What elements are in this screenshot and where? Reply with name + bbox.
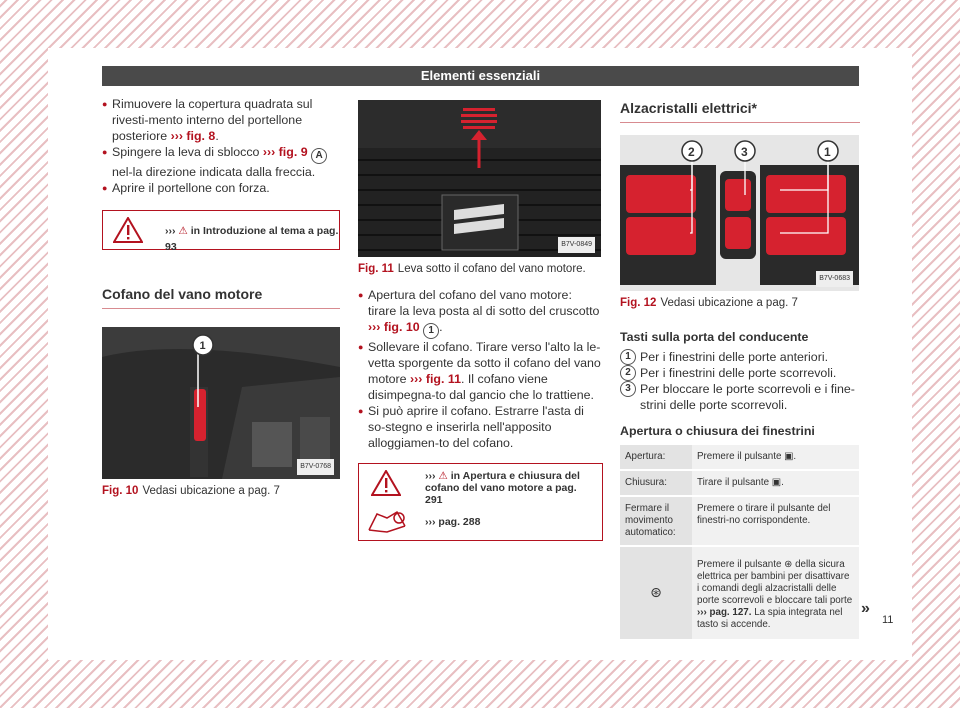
warning-ref-hood[interactable]: ››› ⚠ in Apertura e chiusura del cofano del vano motore a pag. 291 bbox=[425, 470, 580, 506]
fig10-image bbox=[102, 327, 340, 479]
table-title: Apertura o chiusura dei finestrini bbox=[620, 424, 815, 438]
ref-fig10-link[interactable]: ››› fig. 10 bbox=[368, 320, 420, 334]
chapter-header: Elementi essenziali bbox=[102, 66, 859, 86]
continue-arrow: » bbox=[861, 600, 870, 617]
child-lock-icon: ⊛ bbox=[784, 559, 793, 570]
fig10-caption: Fig. 10 Vedasi ubicazione a pag. 7 bbox=[102, 485, 280, 497]
fig12-illustration bbox=[620, 135, 859, 291]
ref-fig8-link[interactable]: ››› fig. 8 bbox=[170, 129, 216, 143]
section-title-windows: Alzacristalli elettrici* bbox=[620, 96, 860, 123]
driver-buttons-title: Tasti sulla porta del conducente bbox=[620, 330, 809, 344]
table-row: Fermare il movimento automatico: Premere o tirare il pulsante del finestri-no corrispondente. bbox=[620, 496, 859, 546]
bullet-open-tailgate: ● Aprire il portellone con forza. bbox=[102, 180, 340, 196]
fig11-image bbox=[358, 100, 601, 257]
page-number: 11 bbox=[882, 614, 894, 626]
window-button-icon: ▣ bbox=[784, 451, 794, 462]
fig11-illustration bbox=[358, 100, 601, 257]
fig12-caption: Fig. 12 Vedasi ubicazione a pag. 7 bbox=[620, 297, 798, 309]
ref-pag127-link[interactable]: ››› pag. 127. bbox=[697, 607, 752, 618]
fig10-callout: 1 bbox=[199, 340, 206, 352]
warning-box-hood bbox=[358, 463, 603, 541]
child-lock-icon: ⊛ bbox=[650, 583, 662, 600]
fig11-tag: B7V-0849 bbox=[558, 237, 595, 253]
list-item: 1 Per i finestrini delle porte anteriori. bbox=[620, 349, 860, 365]
bullet-push-lever: ● Spingere la leva di sblocco ››› fig. 9 A nel-la direzione indicata dalla freccia. bbox=[102, 144, 340, 180]
fig11-caption: Fig. 11 Leva sotto il cofano del vano motore. bbox=[358, 263, 586, 275]
fig12-image bbox=[620, 135, 859, 291]
list-item: 3 Per bloccare le porte scorrevoli e i fine-strini delle porte scorrevoli. bbox=[620, 381, 860, 413]
column-1 bbox=[102, 96, 340, 499]
warning-icon bbox=[371, 470, 401, 496]
list-item: 2 Per i finestrini delle porte scorrevoli. bbox=[620, 365, 860, 381]
ref-fig9-link[interactable]: ››› fig. 9 bbox=[262, 145, 308, 159]
window-operation-table bbox=[620, 445, 859, 641]
window-button-icon: ▣ bbox=[771, 477, 782, 488]
ref-fig11-link[interactable]: ››› fig. 11 bbox=[410, 372, 461, 386]
bullet-remove-cover: ● Rimuovere la copertura quadrata sul rivesti-mento interno del portellone posteriore ››› fig. 8. bbox=[102, 96, 340, 144]
bullet-prop-rod: ● Si può aprire il cofano. Estrarre l'asta di so-stegno e inserirla nell'apposito alloggiamen-to del cofano. bbox=[358, 403, 603, 451]
fig10-tag: B7V-0768 bbox=[297, 459, 334, 475]
callout-a: A bbox=[311, 148, 327, 164]
book-icon bbox=[367, 508, 409, 534]
driver-buttons-list bbox=[620, 349, 860, 413]
warning-icon bbox=[113, 217, 143, 243]
fig12-label-3: 3 bbox=[741, 145, 748, 159]
table-row: ⊛ Premere il pulsante ⊛ della sicura elettrica per bambini per disattivare i comandi degli alzacristalli delle porte scorrevoli e bloccare tali porte ››› pag. 127. La spia integrata nel tasto si accende. bbox=[620, 546, 859, 640]
fig12-label-2: 2 bbox=[688, 145, 695, 159]
fig10-illustration bbox=[102, 327, 340, 479]
column-2 bbox=[358, 100, 603, 541]
fig12-label-1: 1 bbox=[824, 145, 831, 159]
column-3 bbox=[620, 96, 860, 641]
callout-1: 1 bbox=[423, 323, 439, 339]
warning-ref[interactable]: ››› ⚠ in Introduzione al tema a pag. 93 bbox=[165, 225, 339, 253]
table-row: Chiusura: Tirare il pulsante ▣. bbox=[620, 470, 859, 496]
warning-box bbox=[102, 210, 340, 253]
bullet-lift-hood: ● Sollevare il cofano. Tirare verso l'alto la le-vetta sporgente da sotto il cofano del vano motore ››› fig. 11. Il cofano viene disimpegna-to dal gancio che lo trattiene. bbox=[358, 339, 603, 403]
book-ref[interactable]: ››› pag. 288 bbox=[425, 516, 481, 528]
table-row: Apertura: Premere il pulsante ▣. bbox=[620, 445, 859, 470]
bullet-pull-lever: ● Apertura del cofano del vano motore: tirare la leva posta al di sotto del cruscotto ››› fig. 10 1 . bbox=[358, 287, 603, 339]
fig12-tag: B7V-0683 bbox=[816, 271, 853, 287]
section-title-hood: Cofano del vano motore bbox=[102, 286, 340, 309]
